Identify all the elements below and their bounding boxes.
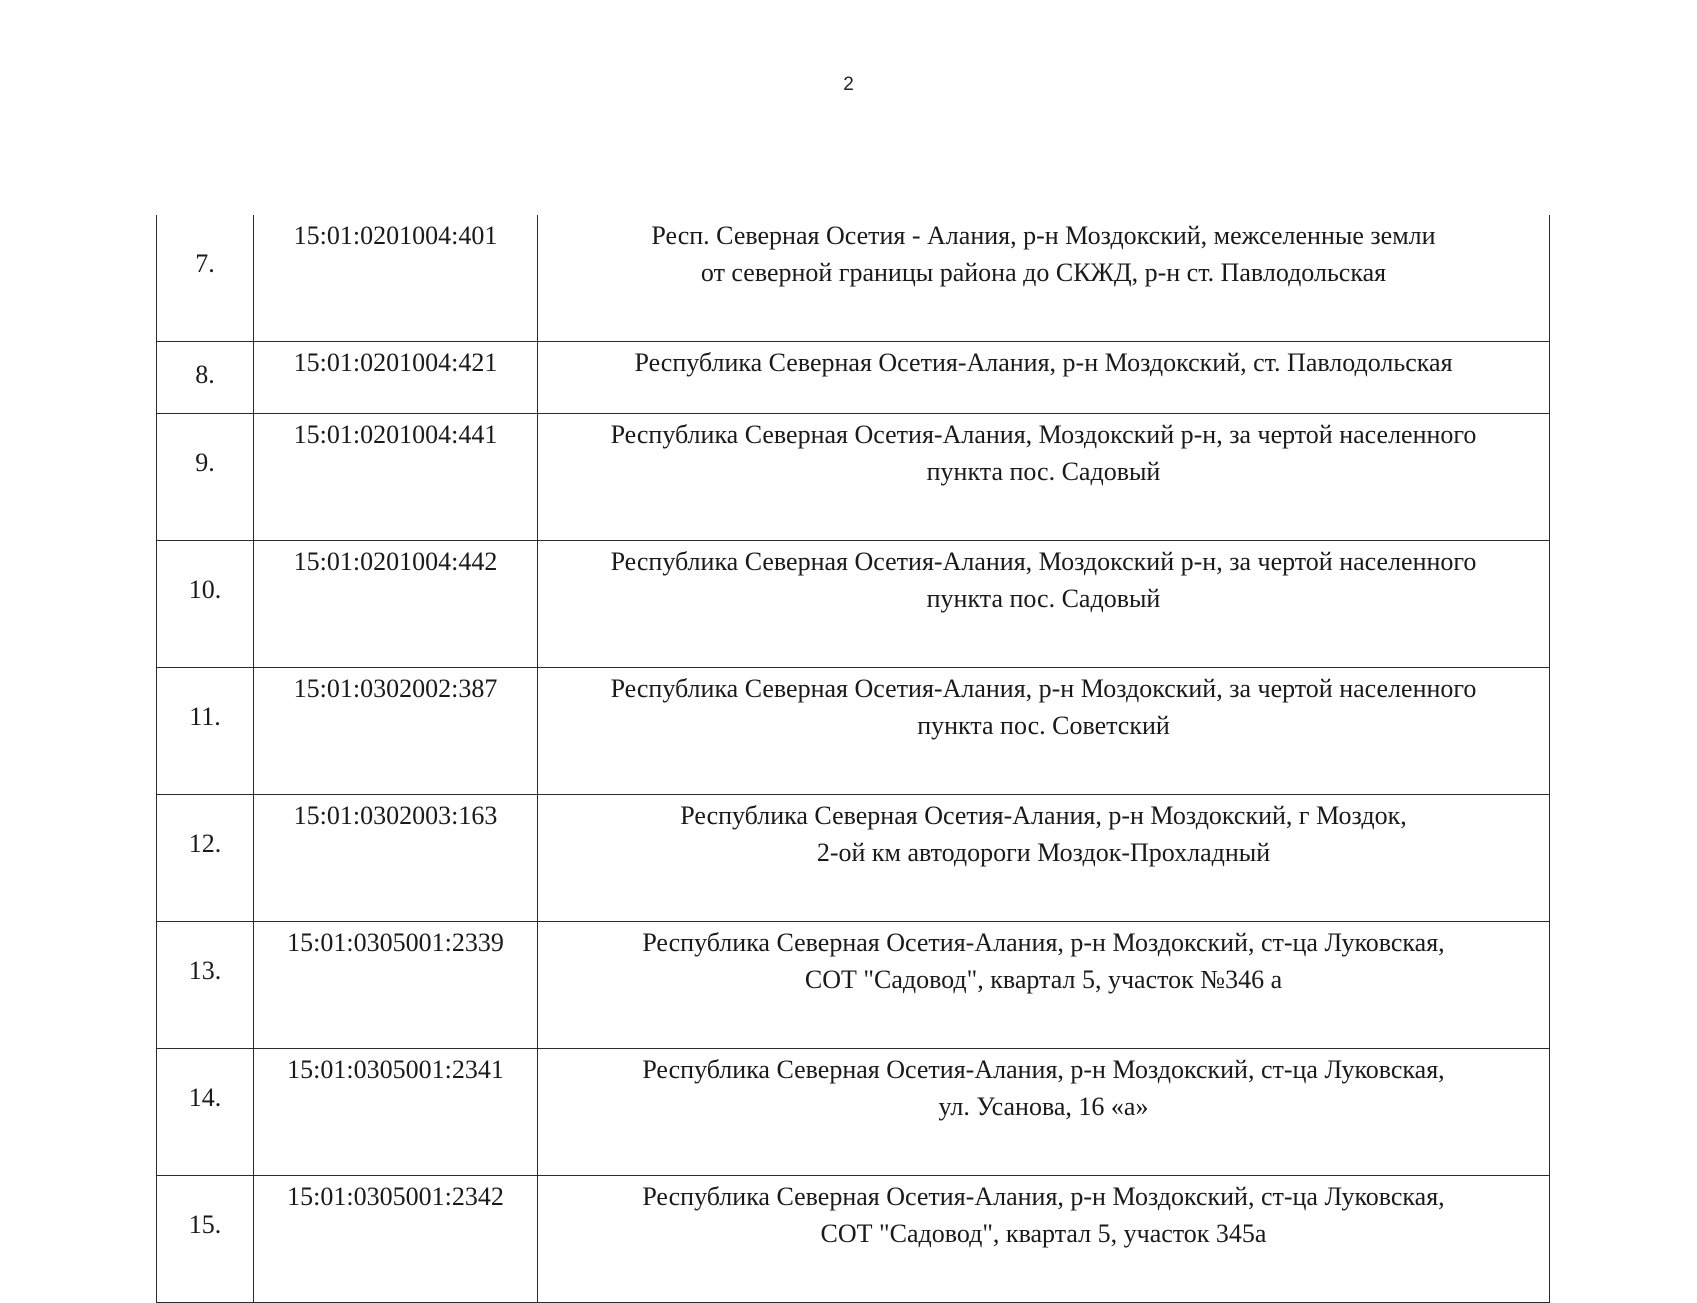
cadastral-number: 15:01:0201004:401 [254,215,538,342]
table-row [157,541,1550,668]
address-line: пункта пос. Садовый [926,457,1161,486]
page-number: 2 [843,74,854,95]
table-row [157,1049,1550,1176]
address-cell [538,342,1550,414]
table-row [157,922,1550,1049]
address-line: Республика Северная Осетия-Алания, р-н Моздокский, ст. Павлодольская [634,348,1453,377]
cadastral-number: 15:01:0305001:2342 [254,1176,538,1303]
table-row [157,1176,1550,1303]
table-row [157,215,1550,342]
address-cell [538,1176,1550,1303]
table-row [157,414,1550,541]
cadastral-number: 15:01:0201004:421 [254,342,538,414]
address-cell [538,668,1550,795]
row-number: 8. [157,342,254,414]
address-cell [538,414,1550,541]
address-line: пункта пос. Садовый [926,584,1161,613]
address-cell [538,922,1550,1049]
address-cell [538,541,1550,668]
row-number: 15. [157,1176,254,1303]
cadastral-number: 15:01:0305001:2341 [254,1049,538,1176]
cadastral-number: 15:01:0302002:387 [254,668,538,795]
row-number: 14. [157,1049,254,1176]
table-row [157,668,1550,795]
address-cell [538,795,1550,922]
address-line: Республика Северная Осетия-Алания, р-н Моздокский, ст-ца Луковская, [642,1055,1445,1084]
cadastral-number: 15:01:0302003:163 [254,795,538,922]
address-line: Республика Северная Осетия-Алания, р-н Моздокский, ст-ца Луковская, [642,1182,1445,1211]
row-number: 13. [157,922,254,1049]
cadastral-number: 15:01:0201004:441 [254,414,538,541]
address-cell [538,215,1550,342]
address-line: пункта пос. Советский [917,711,1170,740]
address-line: Республика Северная Осетия-Алания, р-н Моздокский, за чертой населенного [610,674,1477,703]
table-row [157,342,1550,414]
address-line: от северной границы района до СКЖД, р-н ст. Павлодольская [700,258,1387,287]
table-row [157,795,1550,922]
address-line: Республика Северная Осетия-Алания, Моздокский р-н, за чертой населенного [610,420,1477,449]
address-line: СОТ "Садовод", квартал 5, участок №346 а [804,965,1283,994]
address-cell [538,1049,1550,1176]
cadastral-number: 15:01:0201004:442 [254,541,538,668]
row-number: 7. [157,215,254,342]
address-line: Республика Северная Осетия-Алания, Моздокский р-н, за чертой населенного [610,547,1477,576]
row-number: 10. [157,541,254,668]
address-line: Республика Северная Осетия-Алания, р-н Моздокский, ст-ца Луковская, [642,928,1445,957]
address-line: Респ. Северная Осетия - Алания, р-н Моздокский, межселенные земли [651,221,1436,250]
address-line: 2-ой км автодороги Моздок-Прохладный [816,838,1271,867]
address-line: Республика Северная Осетия-Алания, р-н Моздокский, г Моздок, [680,801,1407,830]
row-number: 12. [157,795,254,922]
land-plots-table [156,215,1550,1303]
row-number: 9. [157,414,254,541]
address-line: СОТ "Садовод", квартал 5, участок 345а [820,1219,1267,1248]
row-number: 11. [157,668,254,795]
address-line: ул. Усанова, 16 «а» [938,1092,1149,1121]
cadastral-number: 15:01:0305001:2339 [254,922,538,1049]
